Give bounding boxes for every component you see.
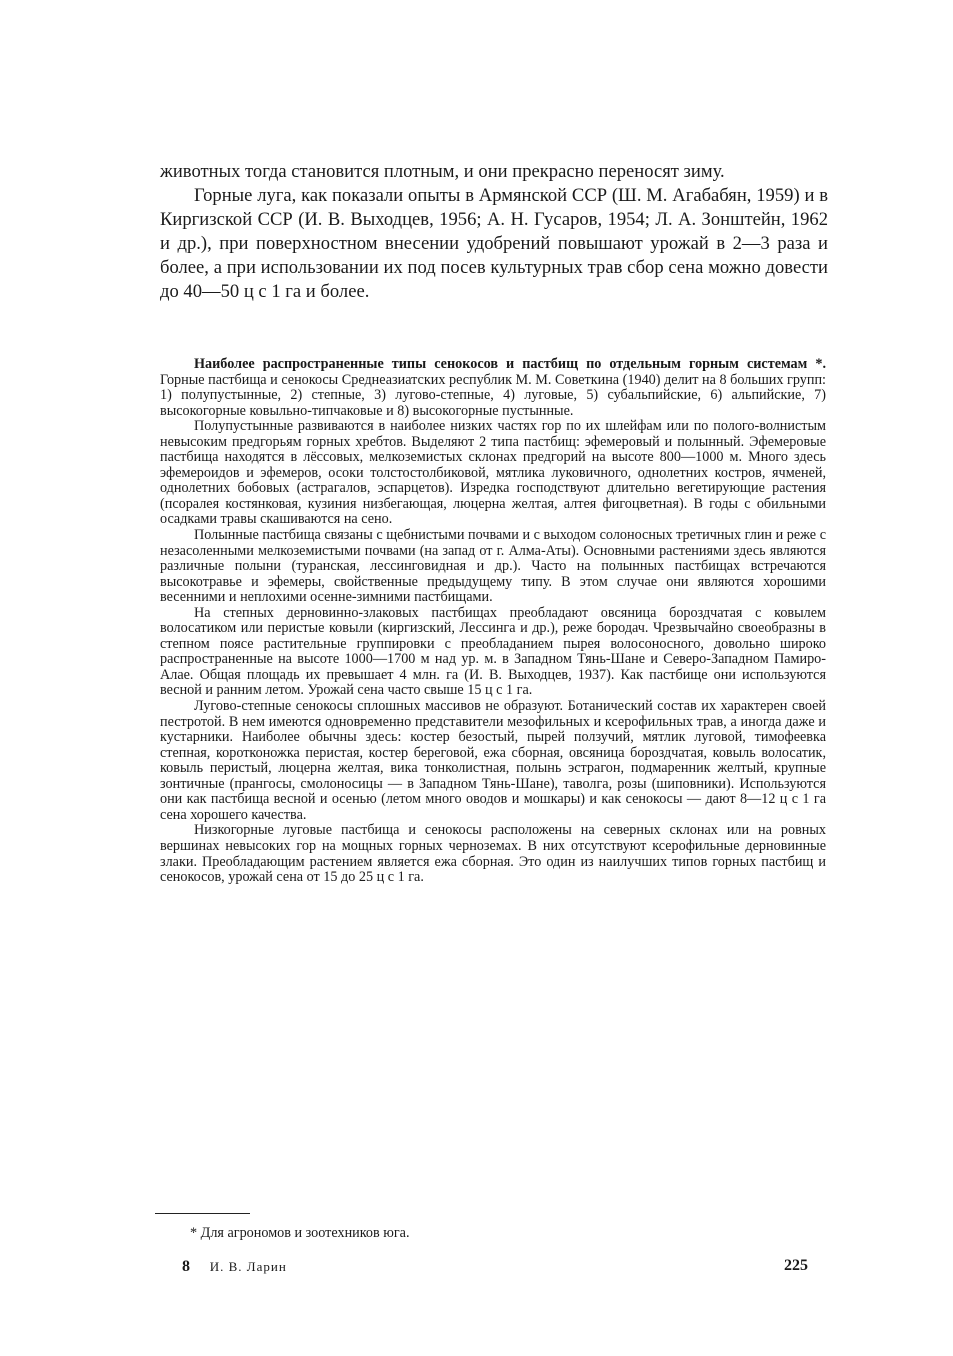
section-paragraph-6: Низкогорные луговые пастбища и сенокосы расположены на северных склонах или на ровных вершинах невысоких гор на мощных горных черноземах. В них отсутствуют ксерофильные дерновинные злаки. Преобладающим растением является ежа сборная. Это один из наилучших типов горных пастбищ и сенокосов, урожай сена от 15 до 25 ц с 1 га.: [160, 822, 826, 886]
page-number: 225: [784, 1257, 808, 1274]
section-heading: Наиболее распространенные типы сенокосов и пастбищ по отдельным горным системам *.: [194, 356, 826, 372]
footnote-divider: [155, 1213, 250, 1214]
section-paragraph-1: [160, 357, 826, 419]
section-paragraph-4: На степных дерновинно-злаковых пастбищах преобладают овсяница бороздчатая с ковылем волосатиком или перистые ковыли (киргизский, Лессинга и др.), реже бородач. Чрезвычайно своеобразны в степном поясе растительные группировки с преобладанием пырея волосоносного, довольно широко распространенные на высоте 1000—1700 м над ур. м. в Западном Тянь-Шане и Северо-Западном Памиро-Алае. Общая площадь их превышает 4 млн. га (И. В. Выходцев, 1937). Как пастбище они используются весной и ранним летом. Урожай сена часто свыше 15 ц с 1 га.: [160, 604, 826, 699]
section-paragraph-5: Лугово-степные сенокосы сплошных массивов не образуют. Ботанический состав их характерен своей пестротой. В нем имеются одновременно представители мезофильных и ксерофильных трав, а иногда даже и кустарники. Наиболее обычны здесь: костер безостый, пырей ползучий, мятлик луговой, тимофеевка степная, коротконожка перистая, костер береговой, ежа сборная, овсяница бороздчатая, ковыль волосатик, ковыль перистый, люцерна желтая, вика тонколистная, полынь эстрагон, подмаренник желтый, крупные зонтичные (прангосы, смолоносицы — в Западном Тянь-Шане), таволга, розы (шиповники). Используются они как пастбища весной и осенью (летом много оводов и мошкары) и как сенокосы — дают 8—12 ц с 1 га сена хорошего качества.: [160, 698, 826, 823]
section-paragraph-2: Полупустынные развиваются в наиболее низких частях гор по их шлейфам или по полого-волнистым невысоким предгорьям горных хребтов. Выделяют 2 типа пастбищ: эфемеровый и полынный. Эфемеровые пастбища находятся в лёссовых, мелкоземистых склонах предгорий на высоте 800—1000 м. Много здесь эфемероидов и эфемеров, осоки толстостолбиковой, мятлика луковичного, однолетних костров, ячменей, однолетних бобовых (астрагалов, эспарцетов). Изредка господствуют длительно вегетирующие растения (псоралея костянковая, кузиния низбегающая, люцерна желтая, алтея фигоцветная). В годы с обильными осадками травы скашиваются на сено.: [160, 418, 826, 528]
intro-paragraph: Горные луга, как показали опыты в Армянской ССР (Ш. М. Агабабян, 1959) и в Киргизской ССР (И. В. Выходцев, 1956; А. Н. Гусаров, 1954; Л. А. Зонштейн, 1962 и др.), при поверхностном внесении удобрений повышают урожай в 2—3 раза и более, а при использовании их под посев культурных трав сбор сена можно довести до 40—50 ц с 1 га и более.: [160, 185, 828, 302]
intro-block: [160, 160, 828, 304]
section-paragraph-3: Полынные пастбища связаны с щебнистыми почвами и с выходом солоносных третичных глин и реже с незасоленными мелкоземистыми почвами (на запад от г. Алма-Аты). Основными растениями здесь являются различные полыни (туранская, лессинговидная и др.). Часто на полынных пастбищах встречаются высокотравье и эфемеры, свойственные предыдущему типу. В этом случае они являются хорошими весенними и неплохими осенне-зимними пастбищами.: [160, 527, 826, 606]
section-paragraph-1-text: Горные пастбища и сенокосы Среднеазиатских республик М. М. Советкина (1940) делит на 8 больших групп: 1) полупустынные, 2) степные, 3) лугово-степные, 4) луговые, 5) субальпийские, 6) альпийские, 7) высокогорные ковыльно-типчаковые и 8) высокогорные пустынные.: [160, 371, 826, 419]
intro-continuation: животных тогда становится плотным, и они прекрасно переносят зиму.: [160, 161, 725, 182]
section-block: [160, 357, 826, 886]
footnote: * Для агрономов и зоотехников юга.: [190, 1225, 410, 1241]
signature-line: [182, 1258, 287, 1276]
signature-number: 8: [182, 1258, 190, 1275]
signature-author: И. В. Ларин: [209, 1259, 287, 1274]
